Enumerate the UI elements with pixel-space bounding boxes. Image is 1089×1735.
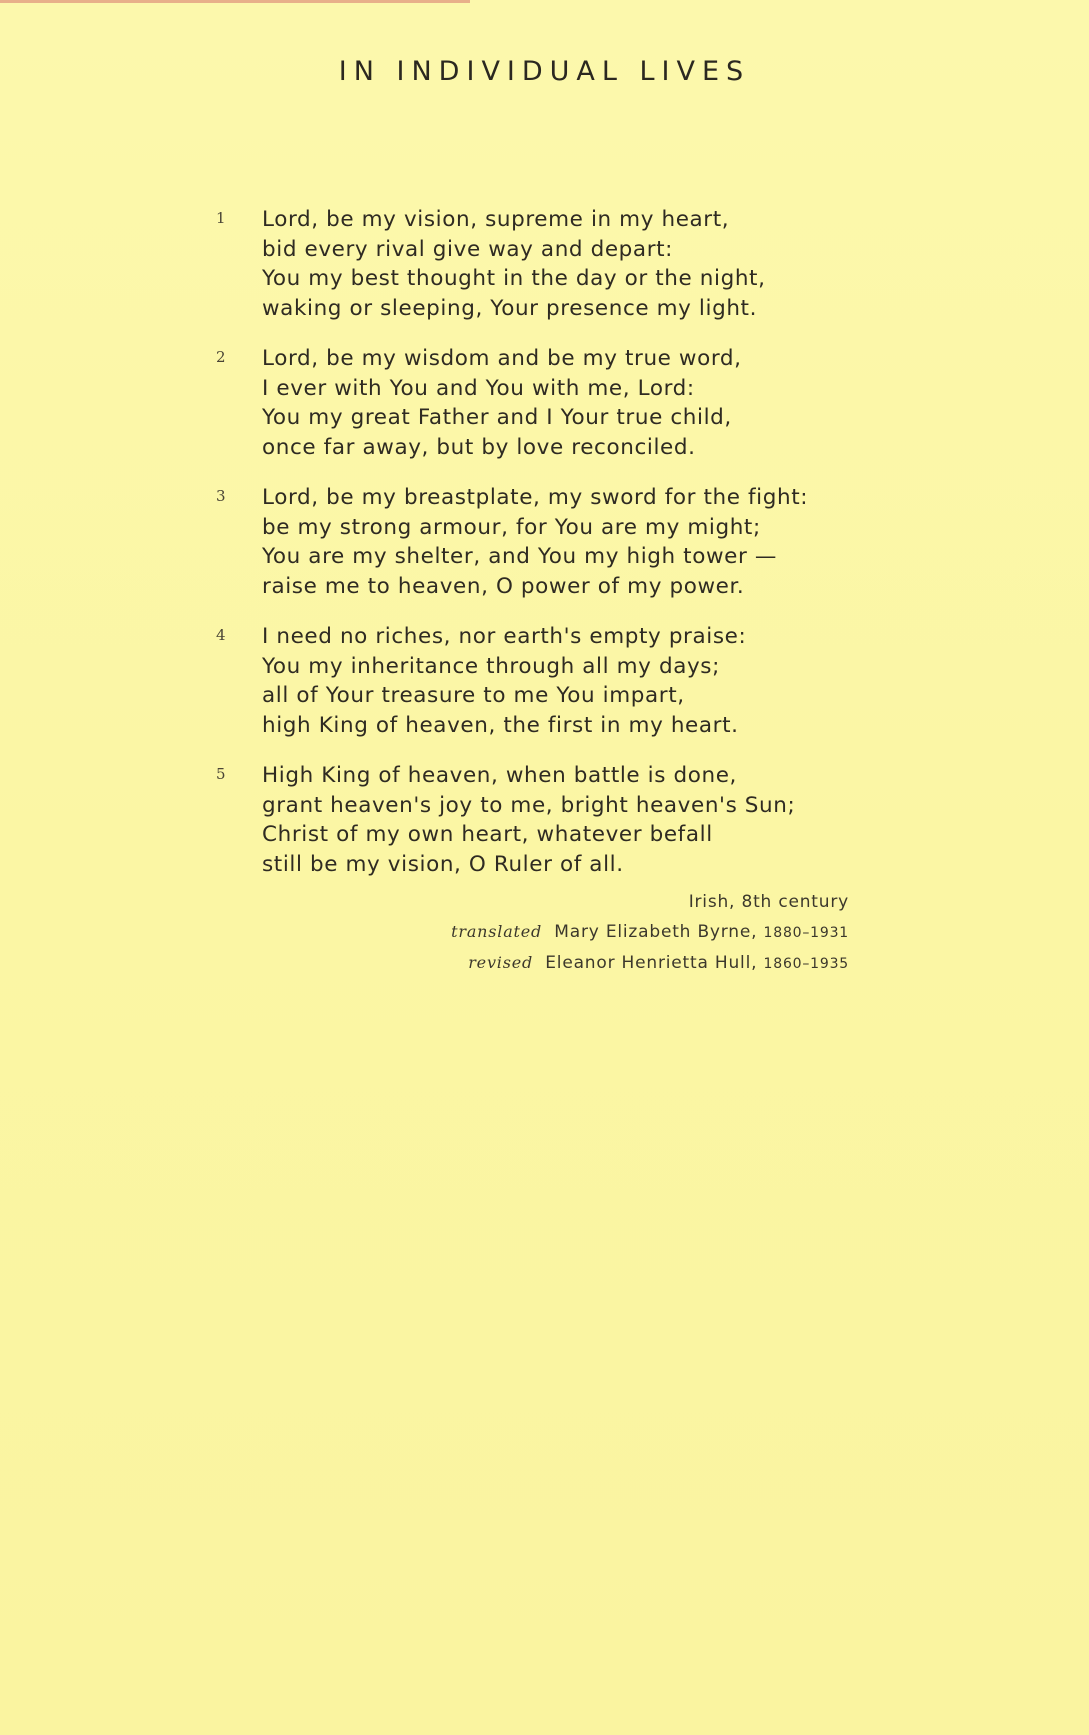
verse-number: 4 — [216, 626, 226, 644]
translated-label: translated — [451, 922, 543, 941]
verse-line: You my best thought in the day or the night, — [262, 266, 766, 291]
verse-number: 5 — [216, 765, 226, 783]
running-head: IN INDIVIDUAL LIVES — [338, 56, 751, 87]
verse-lines — [262, 344, 916, 462]
hymn-text — [216, 205, 916, 900]
reviser-dates: 1860–1935 — [763, 956, 849, 972]
verse-line: waking or sleeping, Your presence my light. — [262, 295, 758, 321]
translator-name: Mary Elizabeth Byrne, — [554, 922, 758, 942]
verse-line: bid every rival give way and depart: — [262, 236, 674, 262]
attribution-origin: Irish, 8th century — [688, 892, 849, 912]
attribution-reviser-line — [451, 948, 849, 979]
revised-label: revised — [468, 953, 534, 972]
verse-line: I need no riches, nor earth's empty praise: — [262, 624, 747, 649]
verse-line: be my strong armour, for You are my might; — [262, 514, 761, 540]
verse-1 — [216, 205, 916, 323]
verse-number: 1 — [216, 209, 226, 227]
verse-number: 2 — [216, 348, 226, 366]
verse-line: once far away, but by love reconciled. — [262, 434, 696, 460]
verse-3 — [216, 483, 916, 601]
verse-2 — [216, 344, 916, 462]
verse-line: Lord, be my breastplate, my sword for the fight: — [262, 485, 809, 510]
verse-lines — [262, 205, 916, 323]
top-edge-rule — [0, 0, 470, 3]
verse-line: high King of heaven, the first in my heart. — [262, 712, 739, 738]
verse-5 — [216, 761, 916, 879]
verse-4 — [216, 622, 916, 740]
verse-line: I ever with You and You with me, Lord: — [262, 375, 695, 401]
verse-line: Lord, be my wisdom and be my true word, — [262, 346, 742, 371]
verse-line: You my great Father and I Your true child, — [262, 405, 732, 430]
verse-line: Lord, be my vision, supreme in my heart, — [262, 207, 730, 232]
verse-line: still be my vision, O Ruler of all. — [262, 851, 624, 877]
verse-lines — [262, 483, 916, 601]
verse-line: You are my shelter, and You my high tower — — [262, 544, 777, 569]
verse-lines — [262, 761, 916, 879]
verse-line: grant heaven's joy to me, bright heaven's Sun; — [262, 792, 796, 818]
verse-line: all of Your treasure to me You impart, — [262, 683, 685, 708]
verse-line: Christ of my own heart, whatever befall — [262, 822, 713, 847]
verse-lines — [262, 622, 916, 740]
translator-dates: 1880–1931 — [763, 925, 849, 941]
verse-line: raise me to heaven, O power of my power. — [262, 573, 745, 599]
verse-line: You my inheritance through all my days; — [262, 653, 720, 679]
attribution-translator-line — [451, 917, 849, 948]
verse-line: High King of heaven, when battle is done, — [262, 763, 737, 788]
reviser-name: Eleanor Henrietta Hull, — [545, 953, 758, 973]
attribution — [451, 888, 849, 979]
verse-number: 3 — [216, 487, 226, 505]
